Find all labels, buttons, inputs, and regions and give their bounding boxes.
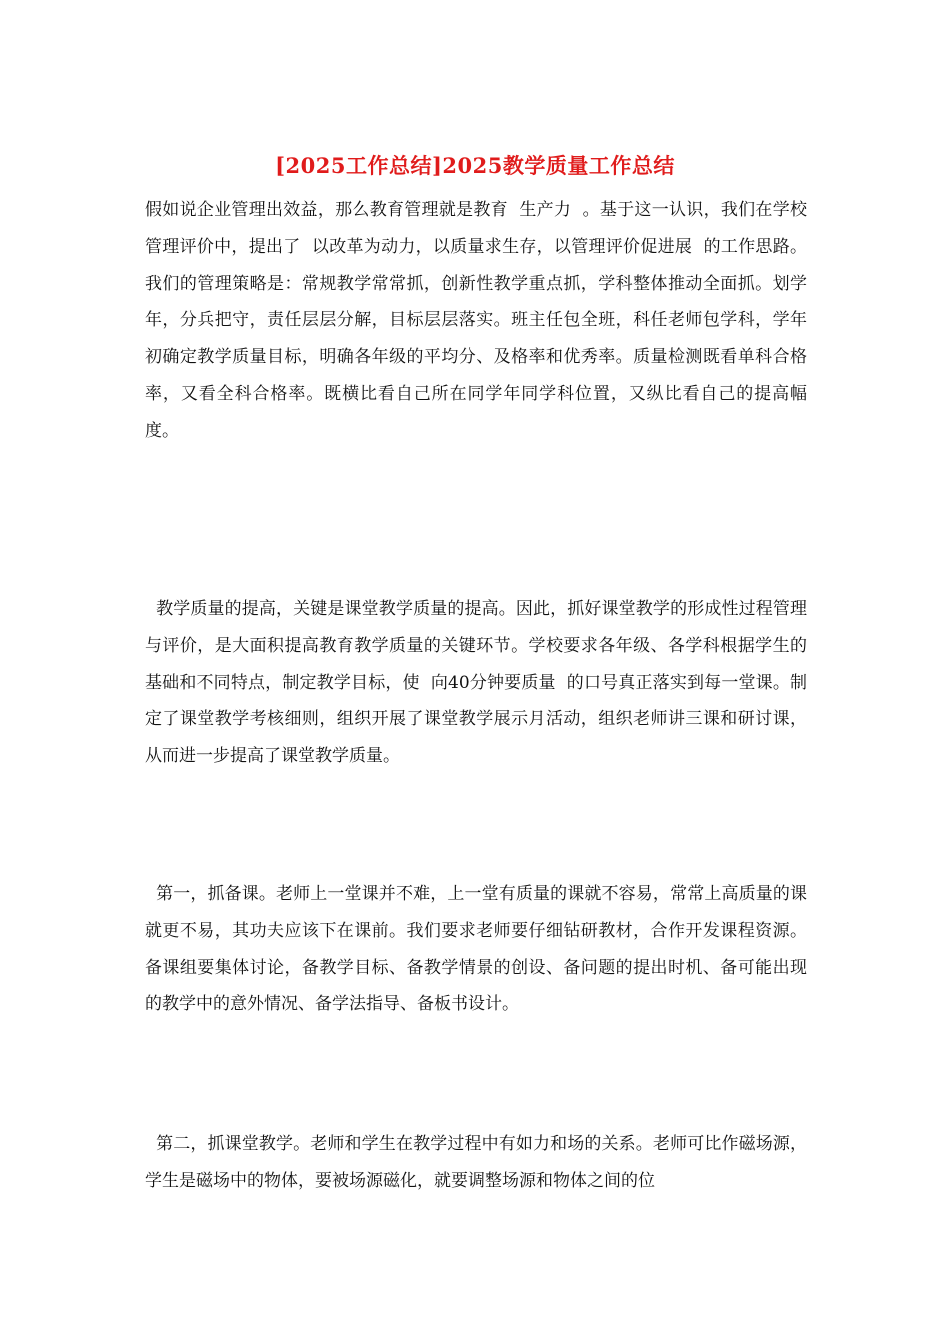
paragraph-lesson-preparation: 第一，抓备课。老师上一堂课并不难，上一堂有质量的课就不容易，常常上高质量的课就更不易，其功夫应该下在课前。我们要求老师要仔细钻研教材，合作开发课程资源。备课组要集体讨论，备教学目标、备教学情景的创设、备问题的提出时机、备可能出现的教学中的意外情况、备学法指导、备板书设计。: [145, 884, 807, 1015]
paragraph-classroom-quality: 教学质量的提高，关键是课堂教学质量的提高。因此，抓好课堂教学的形成性过程管理与评价，是大面积提高教育教学质量的关键环节。学校要求各年级、各学科根据学生的基础和不同特点，制定教学目标，使 向40分钟要质量 的口号真正落实到每一堂课。制定了课堂教学考核细则，组织开展了课堂教学展示月活动，组织老师讲三课和研讨课，从而进一步提高了课堂教学质量。: [145, 599, 807, 767]
paragraph-classroom-teaching: 第二，抓课堂教学。老师和学生在教学过程中有如力和场的关系。老师可比作磁场源，学生是磁场中的物体，要被场源磁化，就要调整场源和物体之间的位: [145, 1134, 807, 1191]
paragraph-intro: 假如说企业管理出效益，那么教育管理就是教育 生产力 。基于这一认识，我们在学校管理评价中，提出了 以改革为动力，以质量求生存，以管理评价促进展 的工作思路。我们的管理策略是：常规教学常常抓，创新性教学重点抓，学科整体推动全面抓。划学年，分兵把守，责任层层分解，目标层层落实。班主任包全班，科任老师包学科，学年初确定教学质量目标，明确各年级的平均分、及格率和优秀率。质量检测既看单科合格率，又看全科合格率。既横比看自己所在同学年同学科位置，又纵比看自己的提高幅度。: [145, 200, 807, 441]
document-title: [2025工作总结]2025教学质量工作总结: [275, 153, 675, 178]
